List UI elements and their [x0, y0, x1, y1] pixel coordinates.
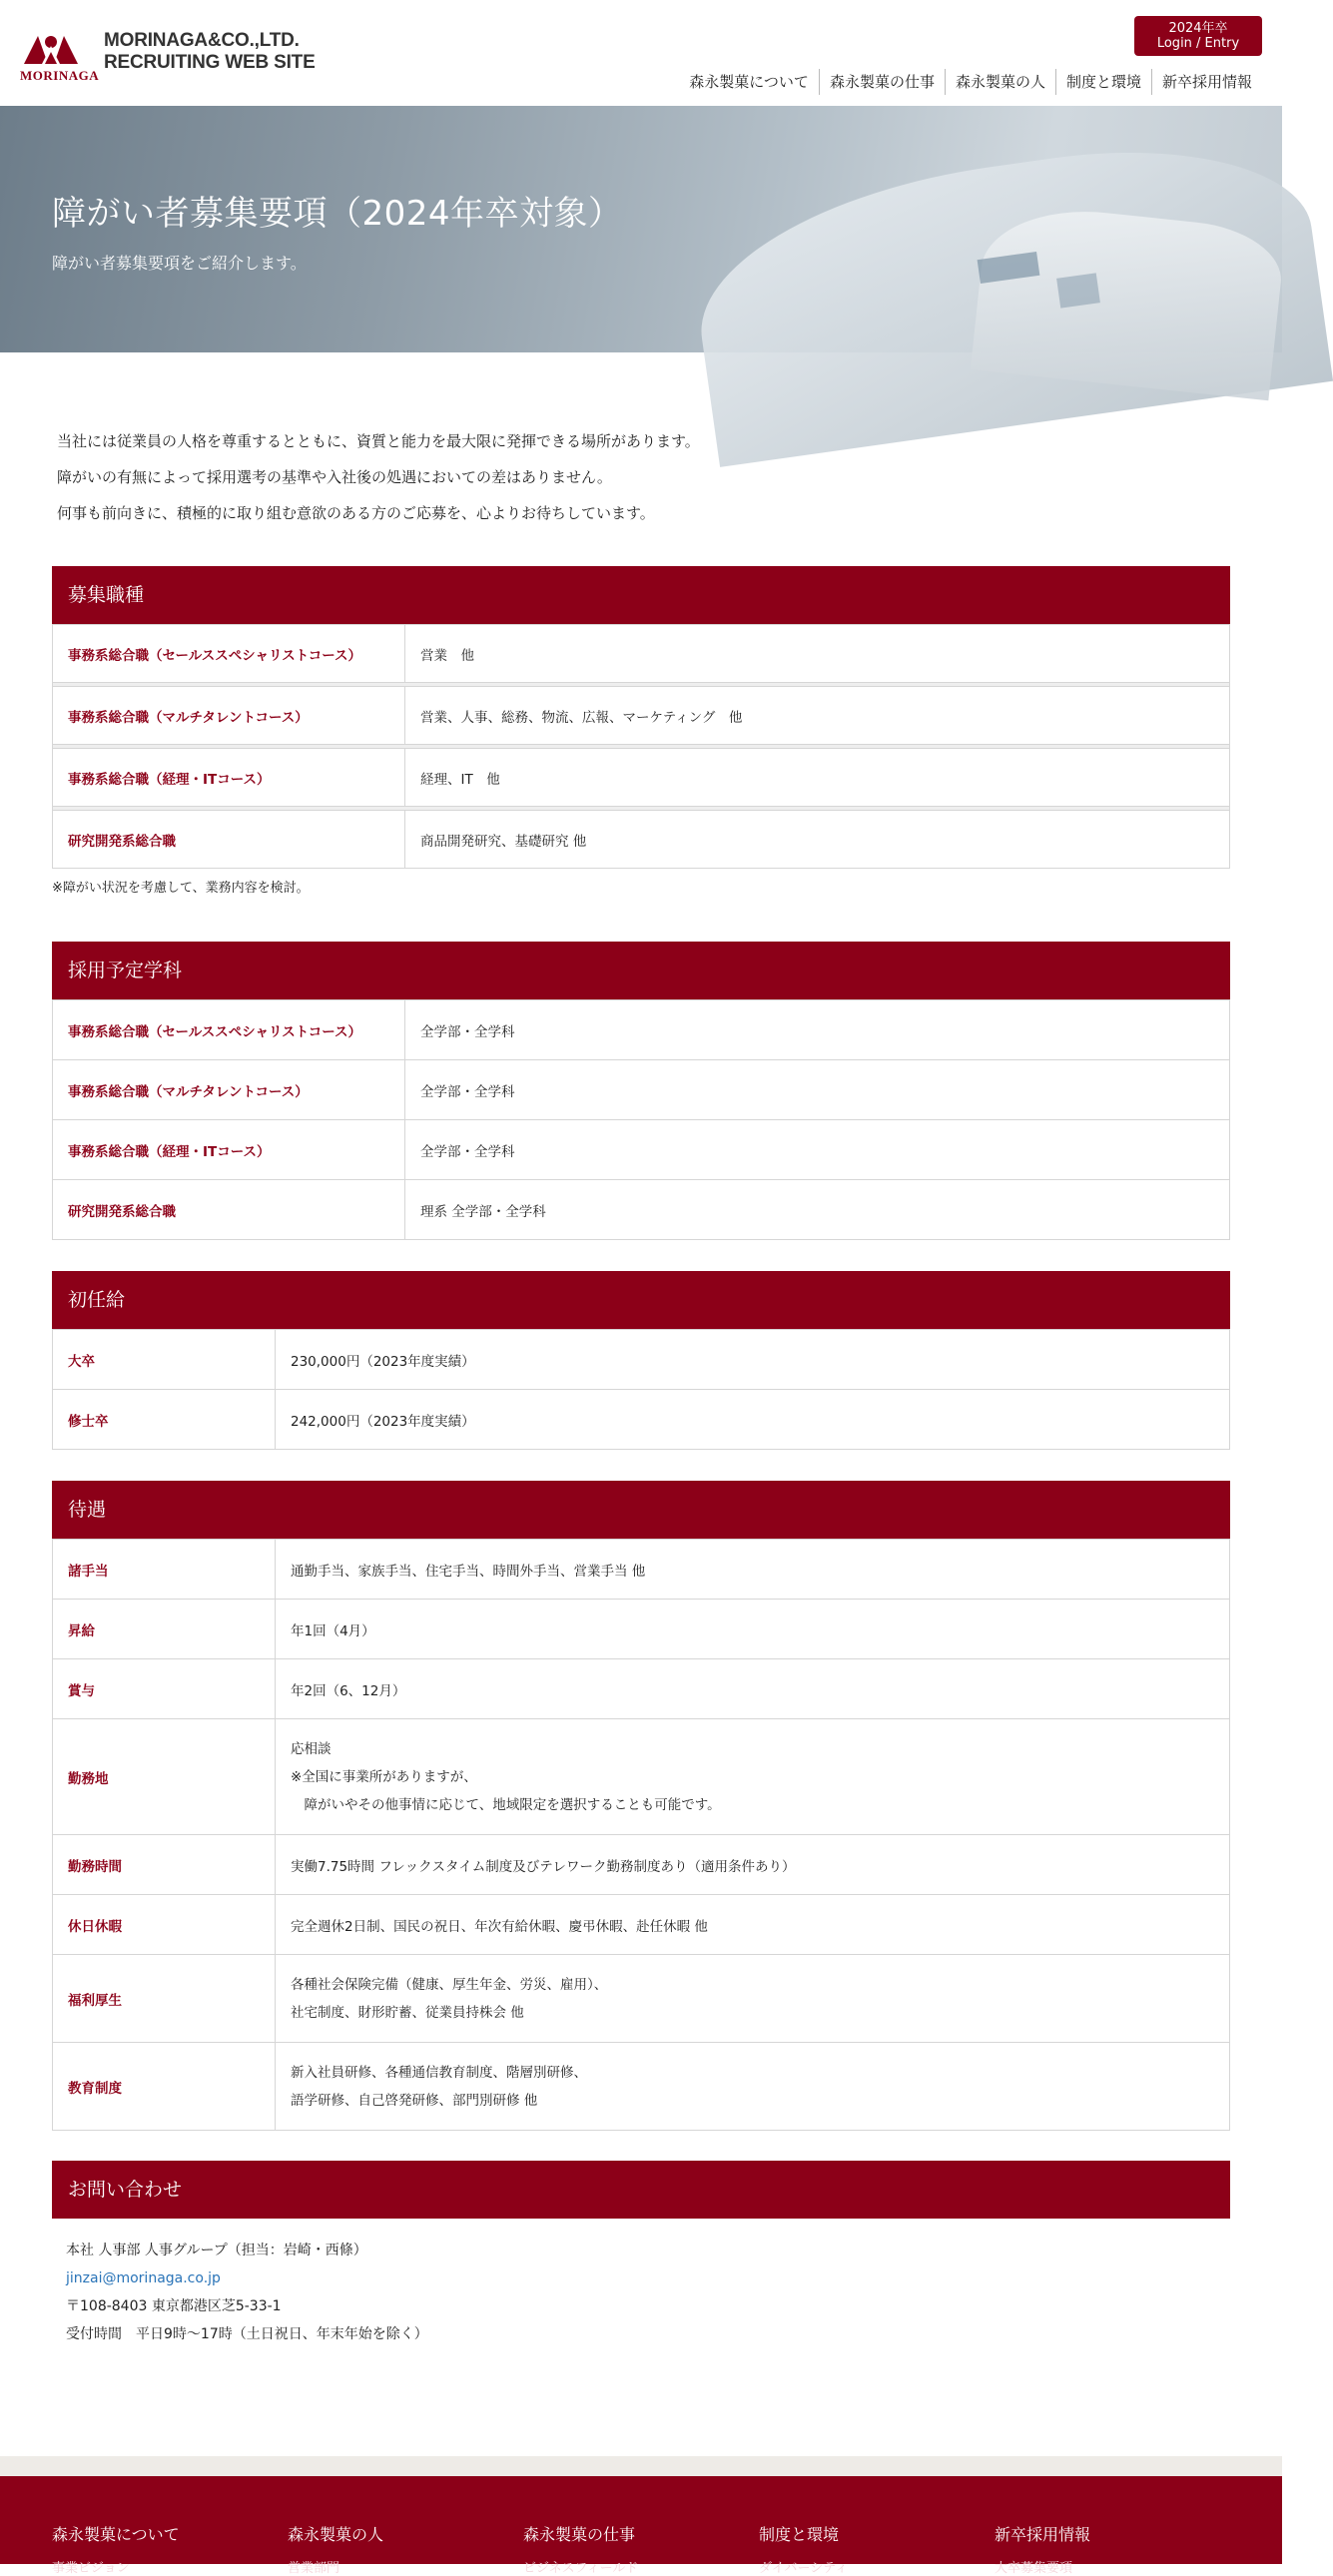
- table-row: [53, 1835, 1230, 1895]
- table-row: [53, 1330, 1230, 1390]
- row-value-line: 語学研修、自己啓発研修、部門別研修 他: [291, 2092, 538, 2109]
- login-entry-button[interactable]: [1134, 16, 1262, 56]
- section-heading: お問い合わせ: [52, 2161, 1230, 2219]
- row-label: 休日休暇: [53, 1895, 276, 1955]
- row-value: 経理、IT 他: [405, 749, 1230, 807]
- row-value: 完全週休2日制、国民の祝日、年次有給休暇、慶弔休暇、赴任休暇 他: [276, 1895, 1230, 1955]
- row-value: 230,000円（2023年度実績）: [276, 1330, 1230, 1390]
- row-value-line: 新入社員研修、各種通信教育制度、階層別研修、: [291, 2064, 587, 2081]
- table-row: [53, 1000, 1230, 1060]
- contact-email-link[interactable]: jinzai@morinaga.co.jp: [66, 2270, 221, 2286]
- table-row: [53, 749, 1230, 807]
- table-row: [53, 1540, 1230, 1600]
- row-label: 事務系総合職（マルチタレントコース）: [53, 1060, 405, 1120]
- global-nav: [679, 69, 1262, 95]
- row-label: 事務系総合職（セールススペシャリストコース）: [53, 625, 405, 683]
- footer-divider: [0, 2456, 1282, 2476]
- jobs-table: [52, 624, 1230, 869]
- contact-department: 本社 人事部 人事グループ（担当：岩崎・西條）: [66, 2243, 367, 2258]
- page-title: 障がい者募集要項（2024年卒対象）: [52, 194, 623, 234]
- logo-wordmark: MORINAGA: [20, 68, 100, 83]
- footer-col-system: [759, 2522, 848, 2576]
- row-value: 実働7.75時間 フレックスタイム制度及びテレワーク勤務制度あり（適用条件あり）: [276, 1835, 1230, 1895]
- row-label: 事務系総合職（セールススペシャリストコース）: [53, 1000, 405, 1060]
- intro-text: [57, 423, 1225, 531]
- nav-work[interactable]: 森永製菓の仕事: [819, 69, 945, 95]
- table-row: [53, 2043, 1230, 2131]
- nav-people[interactable]: 森永製菓の人: [945, 69, 1055, 95]
- row-value: [276, 1719, 1230, 1835]
- benefits-table: [52, 1539, 1230, 2131]
- row-value-line: 障がいやその他事情に応じて、地域限定を選択することも可能です。: [291, 1796, 721, 1813]
- morinaga-angel-logo-icon: [20, 30, 100, 83]
- table-row: [53, 1955, 1230, 2043]
- row-value: [276, 2043, 1230, 2131]
- row-value: 年2回（6、12月）: [276, 1659, 1230, 1719]
- row-value: 通勤手当、家族手当、住宅手当、時間外手当、営業手当 他: [276, 1540, 1230, 1600]
- logo-line-site: RECRUITING WEB SITE: [104, 52, 316, 73]
- section-heading: 初任給: [52, 1271, 1230, 1329]
- table-row: [53, 625, 1230, 683]
- contact-address: 〒108-8403 東京都港区芝5-33-1: [66, 2298, 282, 2314]
- site-header: [0, 0, 1282, 106]
- table-row: [53, 687, 1230, 745]
- row-value: [276, 1955, 1230, 2043]
- entry-year-label: 2024年卒: [1168, 21, 1228, 36]
- row-label: 勤務地: [53, 1719, 276, 1835]
- footer-sublink[interactable]: ビジネスフィールド: [523, 2561, 639, 2576]
- hero-graphic-block: [1056, 273, 1100, 308]
- footer-sublink[interactable]: ダイバーシティ: [759, 2561, 849, 2576]
- footer-col-work: [523, 2522, 638, 2576]
- row-value: 商品開発研究、基礎研究 他: [405, 811, 1230, 869]
- row-value: 全学部・全学科: [405, 1000, 1230, 1060]
- row-label: 勤務時間: [53, 1835, 276, 1895]
- logo-line-company: MORINAGA&CO.,LTD.: [104, 30, 300, 51]
- row-value: 242,000円（2023年度実績）: [276, 1390, 1230, 1450]
- footer-col-recruit: [995, 2522, 1090, 2576]
- row-label: 教育制度: [53, 2043, 276, 2131]
- row-value-line: 応相談: [291, 1740, 332, 1757]
- entry-label: Login / Entry: [1156, 36, 1240, 51]
- nav-system[interactable]: 制度と環境: [1055, 69, 1151, 95]
- row-label: 福利厚生: [53, 1955, 276, 2043]
- row-value-line: 各種社会保険完備（健康、厚生年金、労災、雇用）、: [291, 1976, 608, 1993]
- footer-link[interactable]: 制度と環境: [759, 2525, 840, 2544]
- footer-col-about: [52, 2522, 180, 2576]
- section-heading: 採用予定学科: [52, 942, 1230, 999]
- footer-link[interactable]: 新卒採用情報: [995, 2525, 1091, 2544]
- table-row: [53, 1659, 1230, 1719]
- row-label: 事務系総合職（経理・ITコース）: [53, 1120, 405, 1180]
- section-heading: 待遇: [52, 1481, 1230, 1539]
- contact-hours: 受付時間 平日9時～17時（土日祝日、年末年始を除く）: [66, 2326, 428, 2342]
- table-row: [53, 1060, 1230, 1120]
- row-label: 事務系総合職（経理・ITコース）: [53, 749, 405, 807]
- hero-banner: [0, 106, 1282, 352]
- jobs-note: ※障がい状況を考慮して、業務内容を検討。: [52, 881, 310, 896]
- contact-info: [52, 2219, 1230, 2366]
- table-row: [53, 1600, 1230, 1659]
- table-row: [53, 1120, 1230, 1180]
- row-label: 研究開発系総合職: [53, 811, 405, 869]
- footer-link[interactable]: 森永製菓の仕事: [523, 2525, 636, 2544]
- section-faculty: [52, 942, 1230, 1240]
- table-row: [53, 1390, 1230, 1450]
- row-label: 賞与: [53, 1659, 276, 1719]
- section-salary: [52, 1271, 1230, 1450]
- table-row: [53, 811, 1230, 869]
- footer-sublink[interactable]: 事業ビジョン: [52, 2561, 130, 2576]
- table-row: [53, 1180, 1230, 1240]
- section-contact: [52, 2161, 1230, 2366]
- section-benefits: [52, 1481, 1230, 2131]
- footer-link[interactable]: 森永製菓の人: [288, 2525, 384, 2544]
- table-row: [53, 1895, 1230, 1955]
- footer-sublink[interactable]: 営業部門: [288, 2561, 340, 2576]
- row-value: 理系 全学部・全学科: [405, 1180, 1230, 1240]
- page-subtitle: 障がい者募集要項をご紹介します。: [52, 254, 307, 273]
- row-value-line: 社宅制度、財形貯蓄、従業員持株会 他: [291, 2004, 524, 2021]
- row-value: 営業 他: [405, 625, 1230, 683]
- row-label: 諸手当: [53, 1540, 276, 1600]
- footer-col-people: [288, 2522, 383, 2576]
- row-value-line: ※全国に事業所がありますが、: [291, 1768, 477, 1785]
- faculty-table: [52, 999, 1230, 1240]
- row-label: 研究開発系総合職: [53, 1180, 405, 1240]
- row-value: 年1回（4月）: [276, 1600, 1230, 1659]
- salary-table: [52, 1329, 1230, 1450]
- footer-sublink[interactable]: 大卒募集要項: [995, 2561, 1073, 2576]
- nav-recruit[interactable]: 新卒採用情報: [1151, 69, 1262, 95]
- intro-line: 当社には従業員の人格を尊重するとともに、資質と能力を最大限に発揮できる場所があります。: [57, 432, 700, 450]
- row-value: 営業、人事、総務、物流、広報、マーケティング 他: [405, 687, 1230, 745]
- row-value: 全学部・全学科: [405, 1120, 1230, 1180]
- section-heading: 募集職種: [52, 566, 1230, 624]
- row-value: 全学部・全学科: [405, 1060, 1230, 1120]
- site-footer: [0, 2476, 1282, 2576]
- intro-line: 障がいの有無によって採用選考の基準や入社後の処遇においての差はありません。: [57, 468, 612, 486]
- intro-line: 何事も前向きに、積極的に取り組む意欲のある方のご応募を、心よりお待ちしています。: [57, 504, 655, 522]
- row-label: 修士卒: [53, 1390, 276, 1450]
- site-logo[interactable]: [20, 30, 316, 83]
- section-jobs: [52, 566, 1230, 896]
- row-label: 昇給: [53, 1600, 276, 1659]
- table-row: [53, 1719, 1230, 1835]
- row-label: 大卒: [53, 1330, 276, 1390]
- footer-link[interactable]: 森永製菓について: [52, 2525, 180, 2544]
- logo-text: [104, 30, 316, 74]
- row-label: 事務系総合職（マルチタレントコース）: [53, 687, 405, 745]
- nav-about[interactable]: 森永製菓について: [689, 73, 809, 91]
